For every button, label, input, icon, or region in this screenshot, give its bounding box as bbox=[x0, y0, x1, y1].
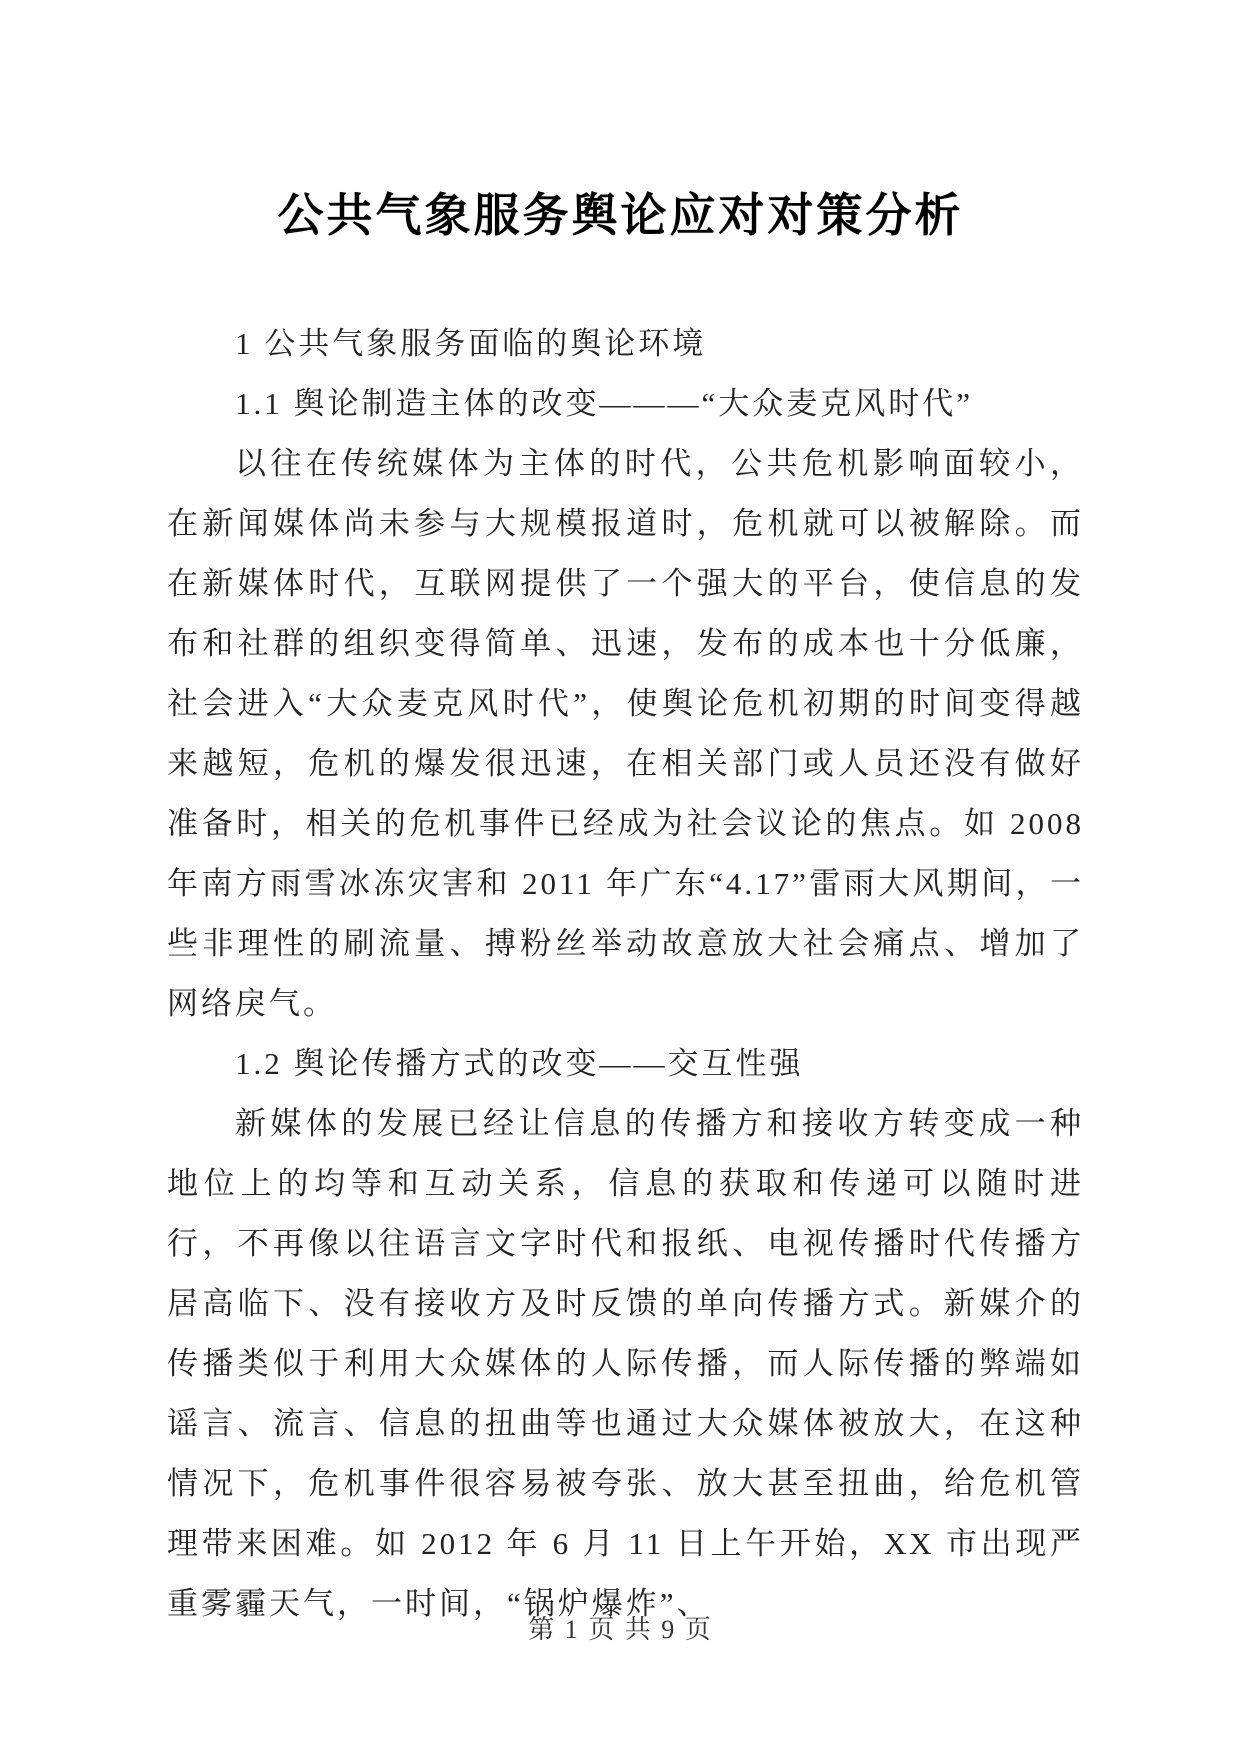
subsection-heading-1-2: 1.2 舆论传播方式的改变——交互性强 bbox=[235, 1046, 804, 1081]
page-footer bbox=[0, 1612, 1241, 1648]
document-body bbox=[0, 314, 1241, 1634]
subsection-heading-1-1: 1.1 舆论制造主体的改变———“大众麦克风时代” bbox=[235, 386, 974, 421]
paragraph-1-2: 新媒体的发展已经让信息的传播方和接收方转变成一种地位上的均等和互动关系，信息的获取和传递可以随时进行，不再像以往语言文字时代和报纸、电视传播时代传播方居高临下、没有接收方及时反馈的单向传播方式。新媒介的传播类似于利用大众媒体的人际传播，而人际传播的弊端如谣言、流言、信息的扭曲等也通过大众媒体被放大，在这种情况下，危机事件很容易被夸张、放大甚至扭曲，给危机管理带来困难。如 2012 年 6 月 11 日上午开始，XX 市出现严重雾霾天气，一时间，“锅炉爆炸”、 bbox=[167, 1106, 1084, 1621]
section-heading-1: 1 公共气象服务面临的舆论环境 bbox=[235, 326, 707, 361]
page-number-label: 第 1 页 共 9 页 bbox=[528, 1615, 713, 1644]
paragraph-1-1: 以往在传统媒体为主体的时代，公共危机影响面较小，在新闻媒体尚未参与大规模报道时，危机就可以被解除。而在新媒体时代，互联网提供了一个强大的平台，使信息的发布和社群的组织变得简单、迅速，发布的成本也十分低廉，社会进入“大众麦克风时代”，使舆论危机初期的时间变得越来越短，危机的爆发很迅速，在相关部门或人员还没有做好准备时，相关的危机事件已经成为社会议论的焦点。如 2008 年南方雨雪冰冻灾害和 2011 年广东“4.17”雷雨大风期间，一些非理性的刷流量、搏粉丝举动故意放大社会痛点、增加了网络戾气。 bbox=[167, 446, 1084, 1021]
document-title: 公共气象服务舆论应对对策分析 bbox=[277, 190, 964, 241]
